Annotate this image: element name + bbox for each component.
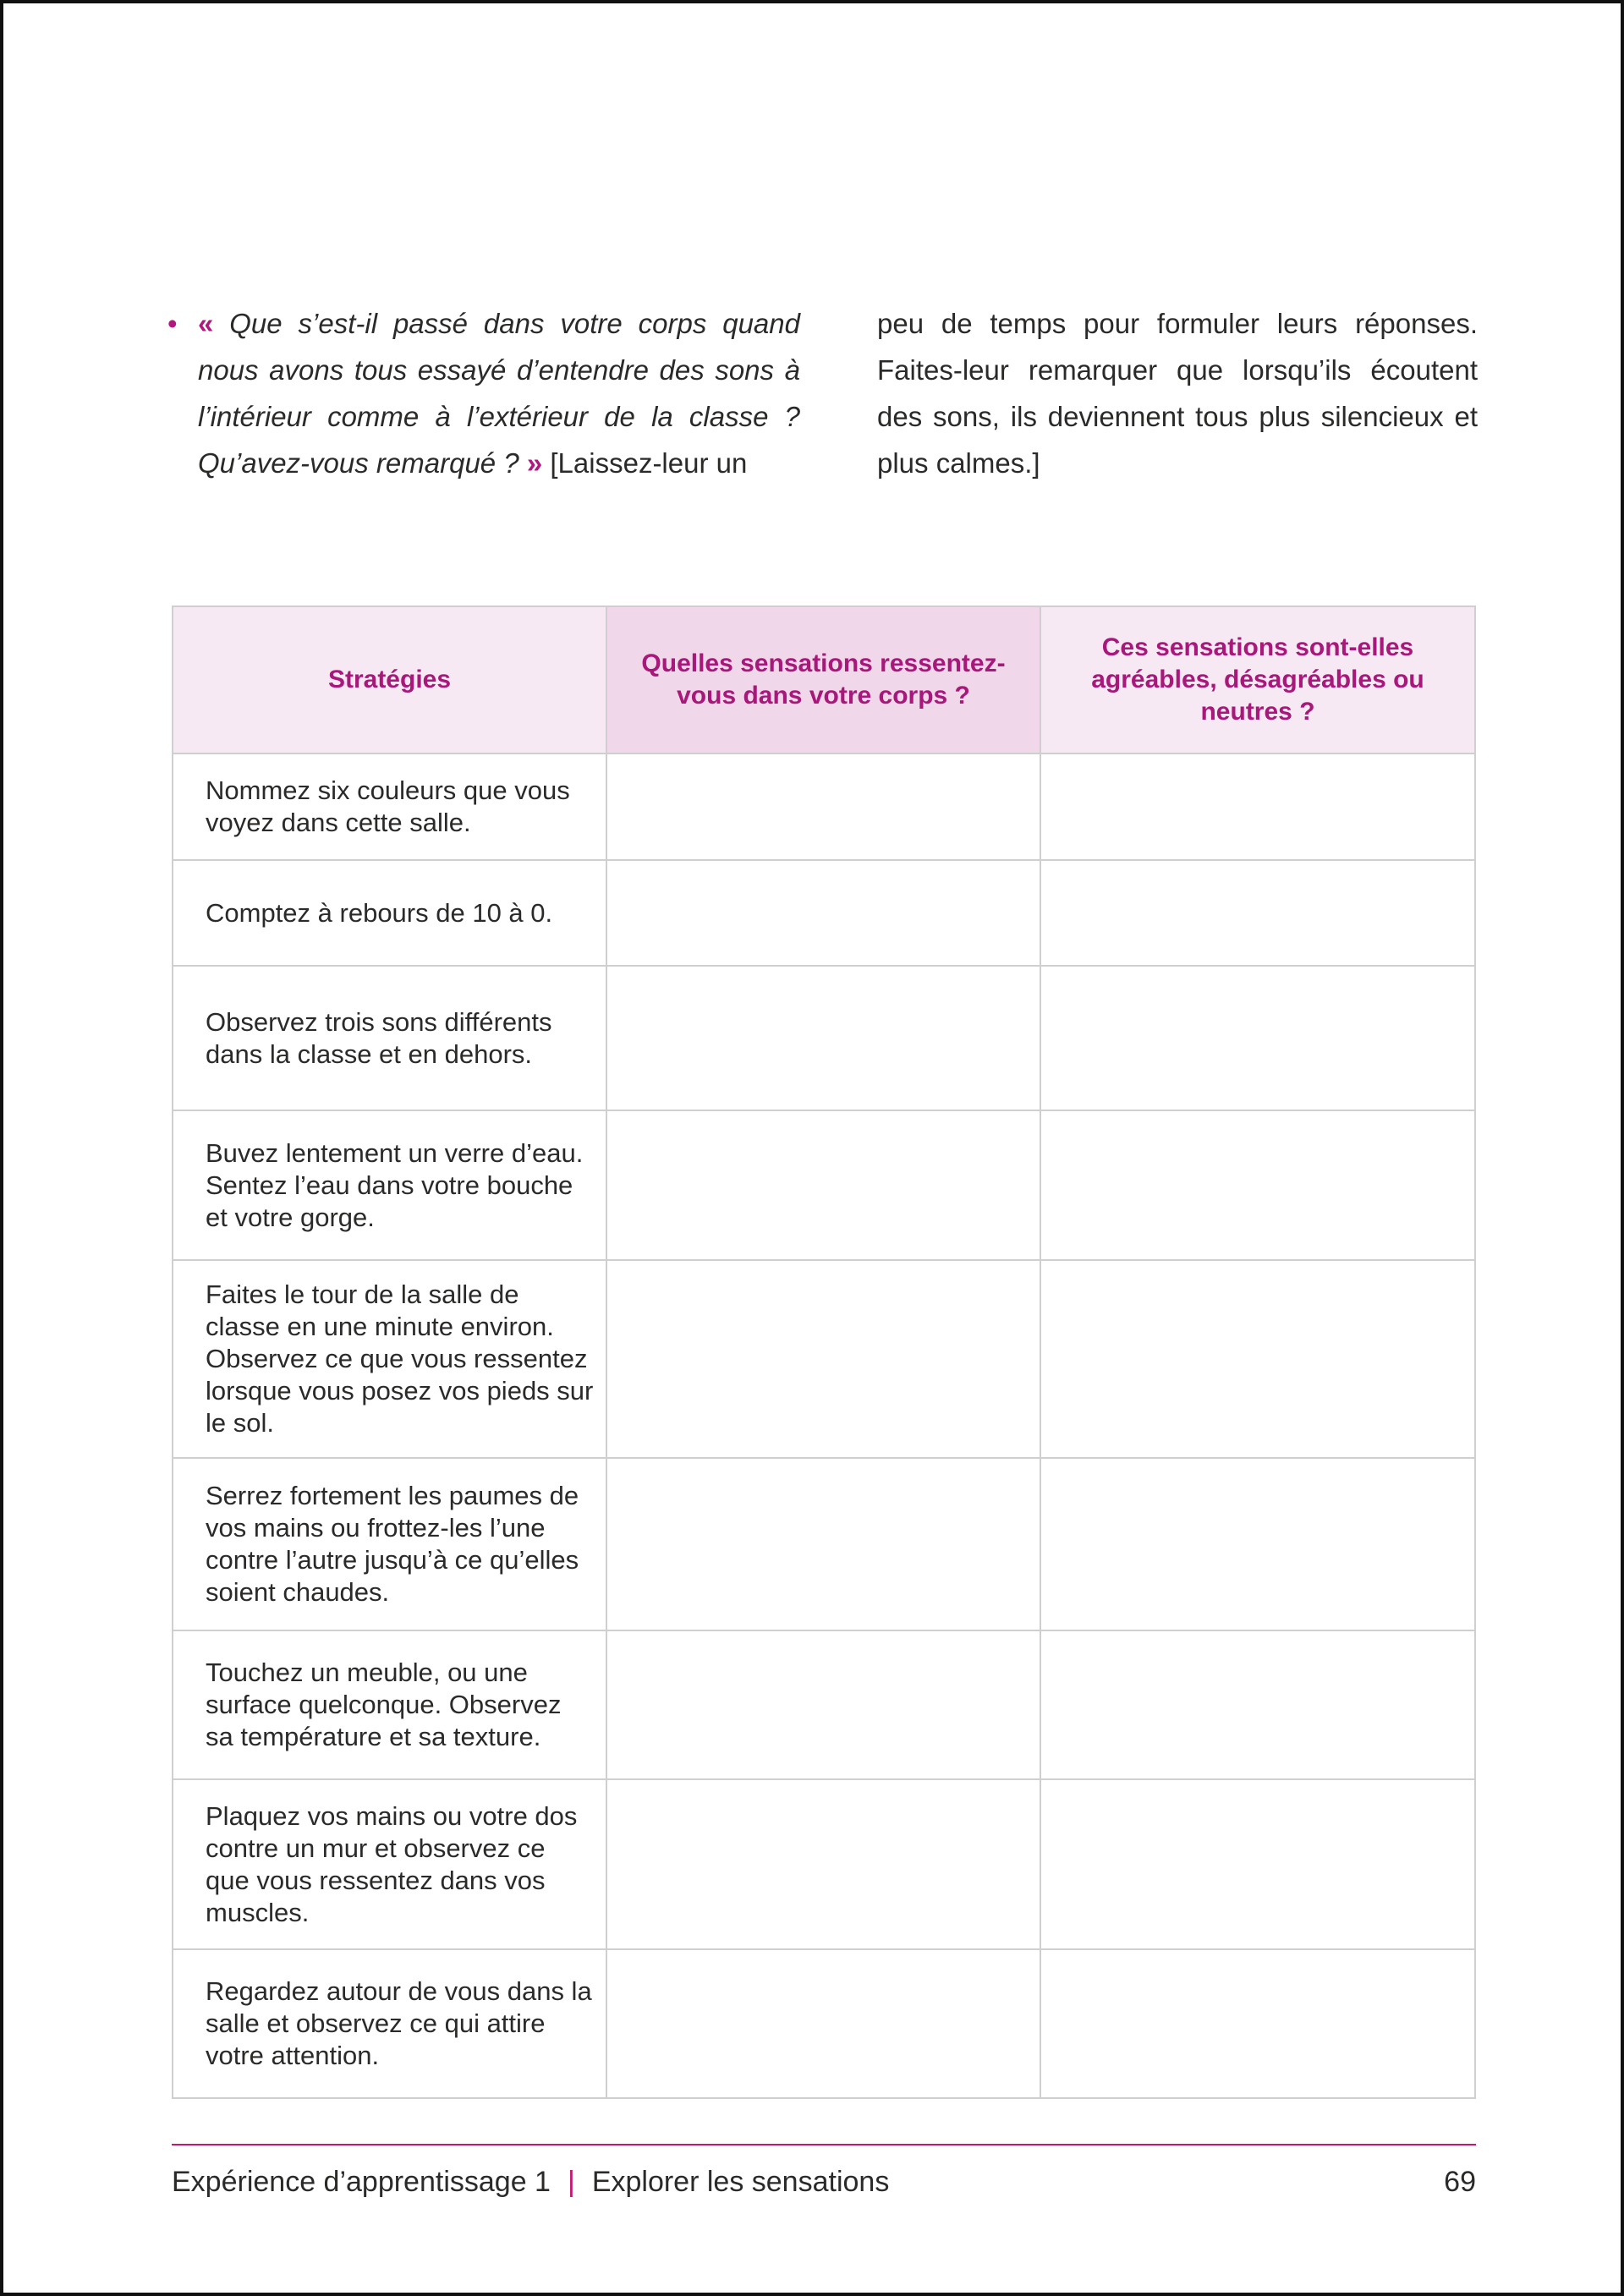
sensations-cell[interactable] [606,753,1040,860]
intro-question: Que s’est-il passé dans votre corps quand nous avons tous essayé d’entendre des sons à l’intérieur comme à l’extérieur de la classe ? Qu’avez-vous remarqué ? [198,308,800,479]
header-evaluation: Ces sensations sont-elles agréables, désagréables ou neutres ? [1040,606,1475,753]
table-row [173,966,1475,1110]
intro-left-paragraph [198,300,800,486]
evaluation-cell[interactable] [1040,1458,1475,1630]
strategy-cell: Touchez un meuble, ou une surface quelconque. Observez sa température et sa texture. [173,1630,606,1779]
strategy-cell: Nommez six couleurs que vous voyez dans cette salle. [173,753,606,860]
close-quote: » [518,447,543,479]
strategy-cell: Serrez fortement les paumes de vos mains ou frottez-les l’une contre l’autre jusqu’à ce qu’elles soient chaudes. [173,1458,606,1630]
table-row [173,753,1475,860]
evaluation-cell[interactable] [1040,966,1475,1110]
evaluation-cell[interactable] [1040,1630,1475,1779]
evaluation-cell[interactable] [1040,1779,1475,1949]
sensations-cell[interactable] [606,1630,1040,1779]
sensations-cell[interactable] [606,1260,1040,1458]
table-row [173,860,1475,966]
intro-right-column [877,300,1478,486]
table-row [173,1630,1475,1779]
evaluation-cell[interactable] [1040,1110,1475,1260]
sensations-cell[interactable] [606,1779,1040,1949]
sensations-cell[interactable] [606,1458,1040,1630]
header-strategies: Stratégies [173,606,606,753]
table-row [173,1949,1475,2098]
sensations-cell[interactable] [606,860,1040,966]
table-header-row [173,606,1475,753]
strategy-cell: Comptez à rebours de 10 à 0. [173,860,606,966]
table-row [173,1458,1475,1630]
table-row [173,1779,1475,1949]
table-row [173,1110,1475,1260]
open-quote: « [198,308,230,339]
footer-divider [172,2144,1476,2145]
intro-right-paragraph: peu de temps pour formuler leurs réponses. Faites-leur remarquer que lorsqu’ils écoutent des sons, ils deviennent tous plus silencieux et plus calmes.] [877,308,1478,479]
evaluation-cell[interactable] [1040,860,1475,966]
evaluation-cell[interactable] [1040,1949,1475,2098]
strategy-cell: Plaquez vos mains ou votre dos contre un mur et observez ce que vous ressentez dans vos muscles. [173,1779,606,1949]
sensations-cell[interactable] [606,1110,1040,1260]
intro-instruction: [Laissez-leur un [542,447,748,479]
footer-title: Explorer les sensations [591,2166,890,2198]
evaluation-cell[interactable] [1040,753,1475,860]
sensations-cell[interactable] [606,966,1040,1110]
strategy-cell: Buvez lentement un verre d’eau. Sentez l’eau dans votre bouche et votre gorge. [173,1110,606,1260]
intro-left-column [167,300,800,486]
bullet-icon: • [167,308,178,339]
strategy-cell: Faites le tour de la salle de classe en une minute environ. Observez ce que vous ressentez lorsque vous posez vos pieds sur le sol. [173,1260,606,1458]
header-sensations: Quelles sensations ressentez-vous dans votre corps ? [606,606,1040,753]
table-row [173,1260,1475,1458]
footer-section: Expérience d’apprentissage 1 [172,2166,551,2198]
page-number: 69 [1444,2166,1476,2198]
footer-running-title [172,2161,889,2203]
sensations-cell[interactable] [606,1949,1040,2098]
evaluation-cell[interactable] [1040,1260,1475,1458]
footer-separator: | [567,2166,575,2198]
strategies-table [172,606,1476,2099]
strategy-cell: Regardez autour de vous dans la salle et observez ce qui attire votre attention. [173,1949,606,2098]
strategy-cell: Observez trois sons différents dans la classe et en dehors. [173,966,606,1110]
